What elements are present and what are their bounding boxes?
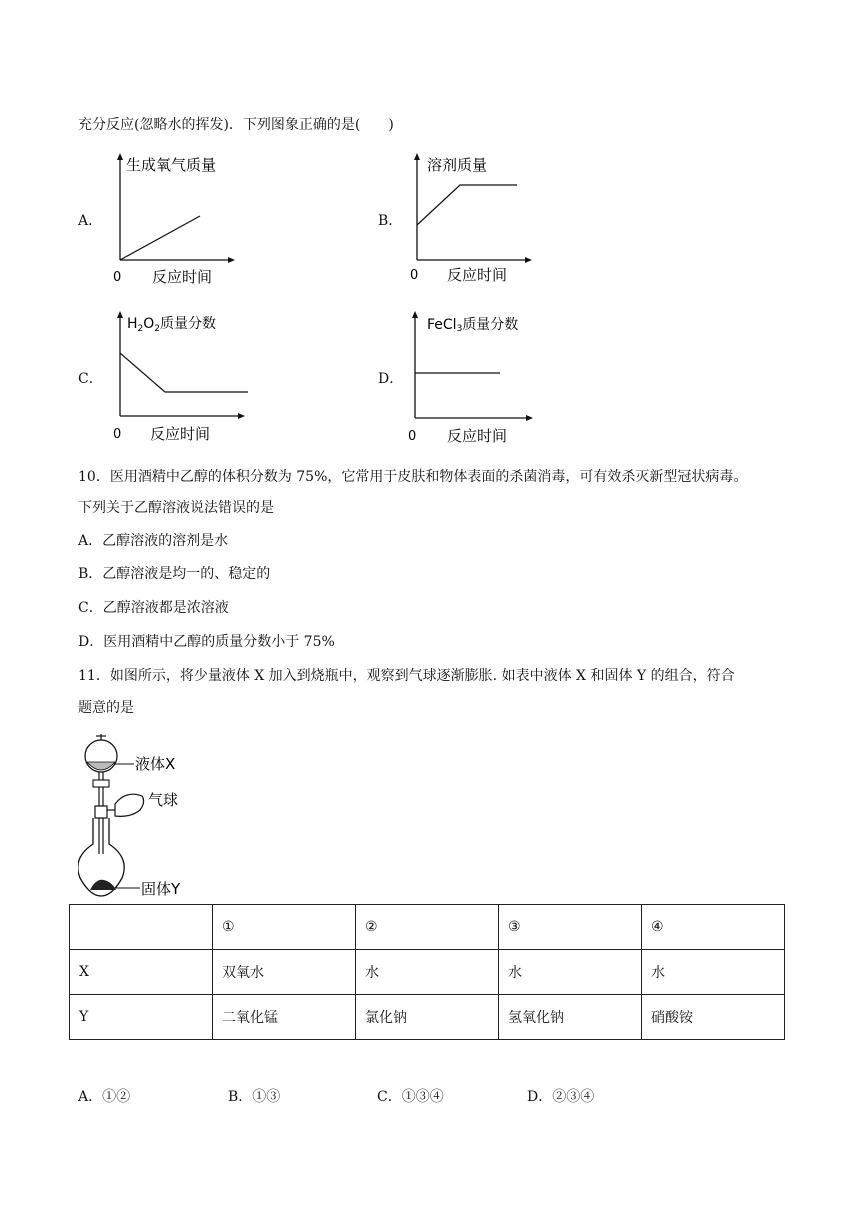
table-cell: Y: [70, 995, 213, 1040]
table-row: [70, 950, 785, 995]
y-axis-arrow: [414, 153, 420, 160]
table-cell: ④: [642, 905, 785, 950]
table-cell: 氢氧化钠: [499, 995, 642, 1040]
table-cell: 水: [642, 950, 785, 995]
data-line: [120, 353, 248, 392]
q9-option-b-label: B．: [378, 213, 403, 229]
table-header-row: [70, 905, 785, 950]
y-axis-label: 生成氧气质量: [126, 156, 217, 174]
y-axis-arrow: [412, 311, 418, 318]
q10-option-b: B．乙醇溶液是均一的、稳定的: [78, 566, 271, 582]
q11-answer-c: C．①③④: [377, 1089, 444, 1105]
balloon-label: 气球: [148, 791, 179, 809]
stopper: [95, 806, 107, 818]
table-row: [70, 995, 785, 1040]
q11-combination-table: [69, 904, 785, 1040]
x-axis-label: 反应时间: [447, 266, 508, 284]
table-cell: 氯化钠: [356, 995, 499, 1040]
x-axis-arrow: [238, 413, 245, 419]
x-axis-arrow: [525, 257, 532, 263]
x-axis-arrow: [228, 257, 235, 263]
y-axis-label: 溶剂质量: [427, 156, 488, 174]
q10-option-c: C．乙醇溶液都是浓溶液: [78, 600, 229, 616]
table-cell: X: [70, 950, 213, 995]
q9-option-d-label: D．: [378, 371, 404, 387]
x-axis-label: 反应时间: [447, 427, 508, 445]
solid-y: [90, 880, 116, 890]
origin-label: 0: [113, 270, 122, 285]
q10-stem-line1: 10．医用酒精中乙醇的体积分数为 75%，它常用于皮肤和物体表面的杀菌消毒，可有效杀灭新型冠状病毒。: [78, 469, 748, 485]
table-cell: 水: [356, 950, 499, 995]
table-cell: 二氧化锰: [213, 995, 356, 1040]
table-cell: [70, 905, 213, 950]
table-cell: 硝酸铵: [642, 995, 785, 1040]
solid-y-label: 固体Y: [141, 880, 181, 898]
table-cell: 双氧水: [213, 950, 356, 995]
x-axis-arrow: [526, 415, 533, 421]
q10-option-d: D．医用酒精中乙醇的质量分数小于 75%: [78, 634, 335, 650]
origin-label: 0: [408, 429, 417, 444]
origin-label: 0: [113, 427, 122, 442]
q9-graph-a: [108, 150, 238, 285]
q11-stem-line2: 题意的是: [78, 700, 134, 716]
table-cell: ③: [499, 905, 642, 950]
y-axis-arrow: [117, 311, 123, 318]
y-axis-label: $H_2O_2$质量分数: [127, 316, 217, 334]
q11-answer-b: B．①③: [228, 1089, 281, 1105]
data-line: [417, 185, 517, 225]
x-axis-label: 反应时间: [150, 425, 211, 443]
origin-label: 0: [410, 268, 419, 283]
q9-option-a-label: A．: [78, 213, 103, 229]
balloon: [115, 794, 144, 816]
table-cell: ②: [356, 905, 499, 950]
y-axis-arrow: [117, 153, 123, 160]
q9-graph-b: [405, 150, 535, 285]
q10-stem-line2: 下列关于乙醇溶液说法错误的是: [78, 500, 274, 516]
q11-apparatus-diagram: [78, 732, 208, 900]
data-line: [120, 216, 200, 260]
q11-stem-line1: 11．如图所示，将少量液体 X 加入到烧瓶中，观察到气球逐渐膨胀. 如表中液体 X 和固体 Y 的组合，符合: [78, 668, 735, 684]
q9-graph-c: [108, 308, 248, 443]
table-cell: ①: [213, 905, 356, 950]
q11-answer-a: A．①②: [78, 1089, 131, 1105]
q9-option-c-label: C．: [78, 371, 103, 387]
q10-option-a: A．乙醇溶液的溶剂是水: [78, 533, 229, 549]
stopcock: [93, 780, 109, 787]
table-cell: 水: [499, 950, 642, 995]
x-axis-label: 反应时间: [152, 268, 213, 285]
q9-graph-d: [403, 308, 543, 446]
liquid-x-label: 液体X: [135, 755, 176, 773]
q11-answer-d: D．②③④: [527, 1089, 595, 1105]
q9-stem: 充分反应(忽略水的挥发)．下列图象正确的是( ): [78, 117, 394, 133]
y-axis-label: FeCl3质量分数: [427, 317, 519, 334]
